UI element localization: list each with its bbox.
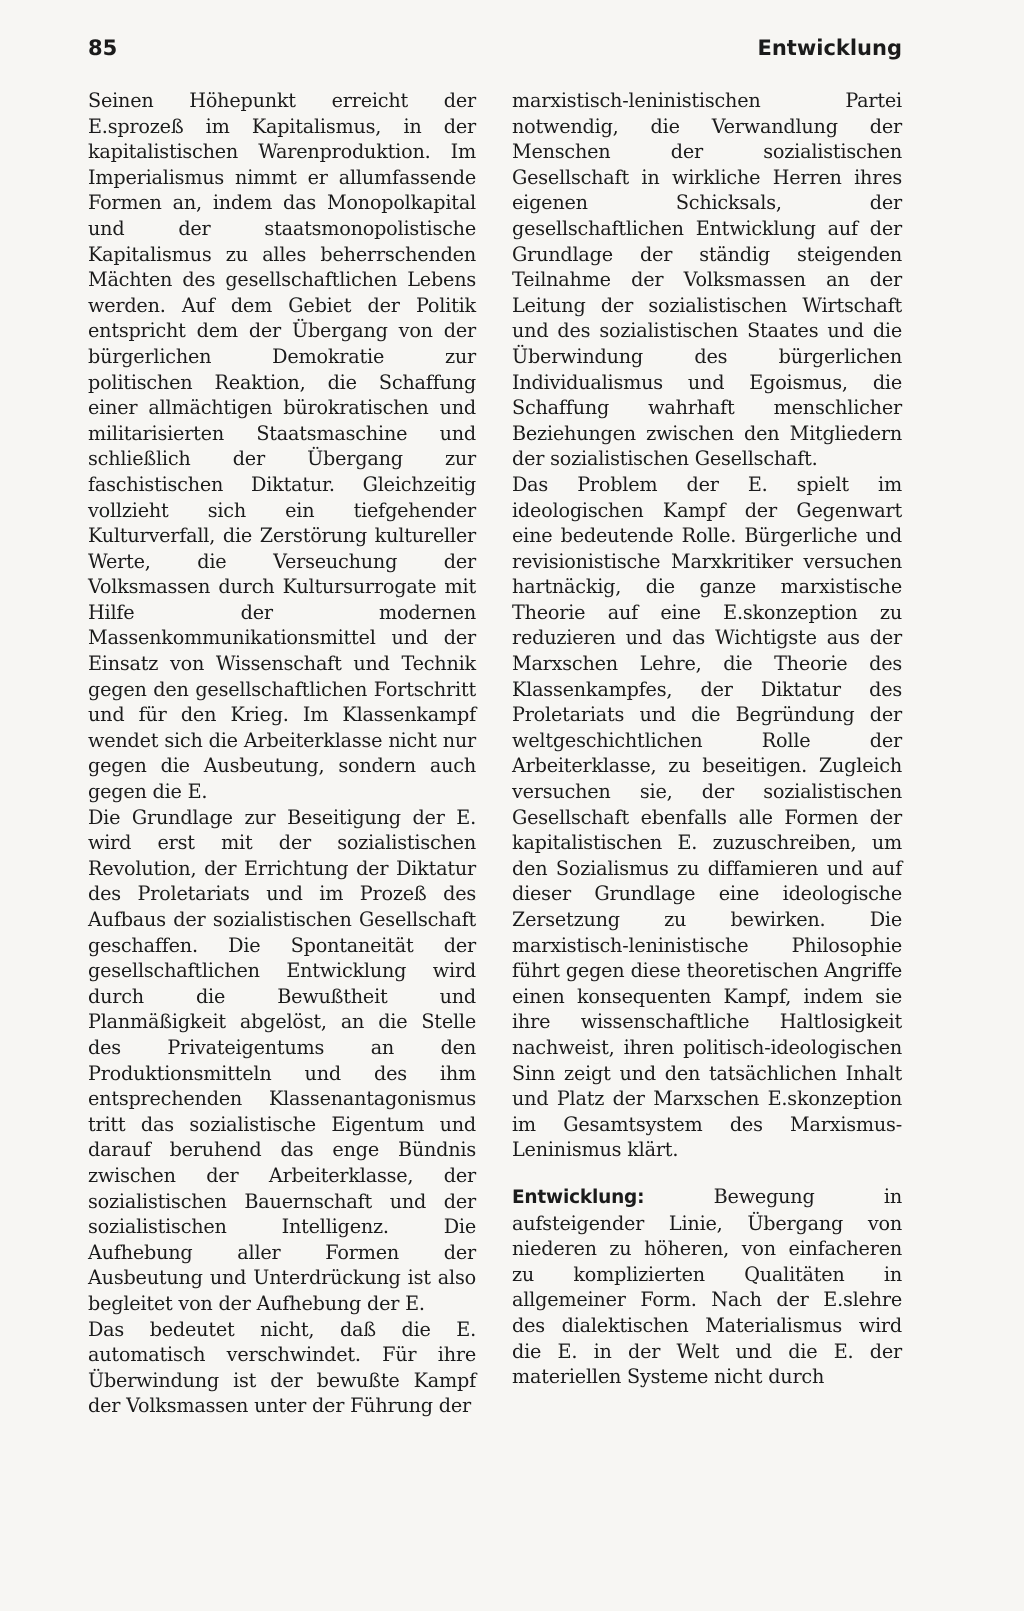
paragraph: Das Problem der E. spielt im ideologischen Kampf der Gegenwart eine bedeutende Rolle. Bürgerliche und revisionistische Marxkritiker versuchen hartnäckig, die ganze marxistische Theorie auf eine E.skonzeption zu reduzieren und das Wichtigste aus der Marxschen Lehre, die Theorie des Klassenkampfes, der Diktatur des Proletariats und die Begründung der weltgeschichtlichen Rolle der Arbeiterklasse, zu beseitigen. Zugleich versuchen sie, der sozialistischen Gesellschaft ebenfalls alle Formen der kapitalistischen E. zuzuschreiben, um den Sozialismus zu diffamieren und auf dieser Grundlage eine ideologische Zersetzung zu bewirken. Die marxistisch-leninistische Philosophie führt gegen diese theoretischen Angriffe einen konsequenten Kampf, indem sie ihre wissenschaftliche Haltlosigkeit nachweist, ihren politisch-ideologischen Sinn zeigt und den tatsächlichen Inhalt und Platz der Marxschen E.skonzeption im Gesamtsystem des Marxismus-Leninismus klärt. [512, 472, 902, 1162]
running-head: Entwicklung [757, 36, 902, 60]
page-header [88, 36, 902, 76]
entry-lemma: Entwicklung: [512, 1186, 645, 1208]
entry-text: Bewegung in aufsteigender Linie, Übergang von niederen zu höheren, von einfacheren zu komplizierten Qualitäten in allgemeiner Form. Nach der E.slehre des dialektischen Materialismus wird die E. in der Welt und die E. der materiellen Systeme nicht durch [512, 1184, 902, 1389]
paragraph: Seinen Höhepunkt erreicht der E.sprozeß im Kapitalismus, in der kapitalistischen Warenproduktion. Im Imperialismus nimmt er allumfassende Formen an, indem das Monopolkapital und der staatsmonopolistische Kapitalismus zu alles beherrschenden Mächten des gesellschaftlichen Lebens werden. Auf dem Gebiet der Politik entspricht dem der Übergang von der bürgerlichen Demokratie zur politischen Reaktion, die Schaffung einer allmächtigen bürokratischen und militarisierten Staatsmaschine und schließlich der Übergang zur faschistischen Diktatur. Gleichzeitig vollzieht sich ein tiefgehender Kulturverfall, die Zerstörung kultureller Werte, die Verseuchung der Volksmassen durch Kultursurrogate mit Hilfe der modernen Massenkommunikationsmittel und der Einsatz von Wissenschaft und Technik gegen den gesellschaftlichen Fortschritt und für den Krieg. Im Klassenkampf wendet sich die Arbeiterklasse nicht nur gegen die Ausbeutung, sondern auch gegen die E. [88, 89, 476, 804]
paragraph: marxistisch-leninistischen Partei notwendig, die Verwandlung der Menschen der sozialistischen Gesellschaft in wirkliche Herren ihres eigenen Schicksals, der gesellschaftlichen Entwicklung auf der Grundlage der ständig steigenden Teilnahme der Volksmassen an der Leitung der sozialistischen Wirtschaft und des sozialistischen Staates und die Überwindung des bürgerlichen Individualismus und Egoismus, die Schaffung wahrhaft menschlicher Beziehungen zwischen den Mitgliedern der sozialistischen Gesellschaft. [512, 89, 902, 471]
paragraph: Die Grundlage zur Beseitigung der E. wird erst mit der sozialistischen Revolution, der Errichtung der Diktatur des Proletariats und im Prozeß des Aufbaus der sozialistischen Gesellschaft geschaffen. Die Spontaneität der gesellschaftlichen Entwicklung wird durch die Bewußtheit und Planmäßigkeit abgelöst, an die Stelle des Privateigentums an den Produktionsmitteln und des ihm entsprechenden Klassenantagonismus tritt das sozialistische Eigentum und darauf beruhend das enge Bündnis zwischen der Arbeiterklasse, der sozialistischen Bauernschaft und der sozialistischen Intelligenz. Die Aufhebung aller Formen der Ausbeutung und Unterdrückung ist also begleitet von der Aufhebung der E. [88, 805, 476, 1315]
left-column [88, 88, 476, 1419]
dictionary-entry [512, 1184, 902, 1390]
paragraph: Das bedeutet nicht, daß die E. automatisch verschwindet. Für ihre Überwindung ist der bewußte Kampf der Volksmassen unter der Führung der [88, 1317, 476, 1418]
right-column [512, 88, 902, 1390]
page-number: 85 [88, 36, 118, 60]
